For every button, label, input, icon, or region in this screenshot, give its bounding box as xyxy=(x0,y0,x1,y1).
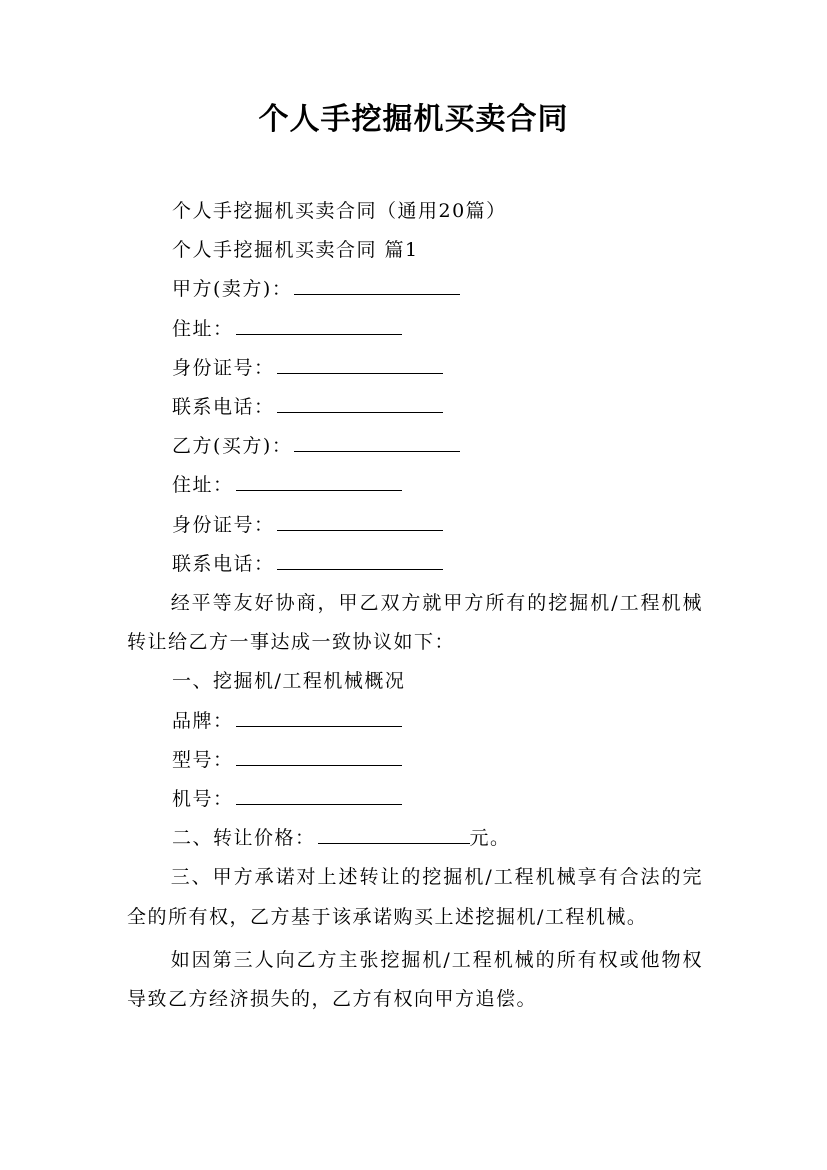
party-a-address-line xyxy=(127,310,703,349)
party-b-address-blank xyxy=(236,489,402,491)
price-blank xyxy=(318,842,470,844)
document-title: 个人手挖掘机买卖合同 xyxy=(258,102,569,137)
party-a-phone-blank xyxy=(277,411,443,413)
section-3-paragraph: 三、甲方承诺对上述转让的挖掘机/工程机械享有合法的完全的所有权，乙方基于该承诺购买上述挖掘机/工程机械。 xyxy=(127,866,703,928)
section-3-followup-paragraph: 如因第三人向乙方主张挖掘机/工程机械的所有权或他物权导致乙方经济损失的，乙方有权向甲方追偿。 xyxy=(127,948,703,1011)
document-subtitle: 个人手挖掘机买卖合同（通用20篇） xyxy=(172,200,507,222)
party-b-phone-line xyxy=(127,545,703,584)
chapter-heading: 个人手挖掘机买卖合同 篇1 xyxy=(172,239,419,262)
party-a-label: 甲方(卖方)： xyxy=(172,278,293,301)
party-b-phone-blank xyxy=(277,568,443,570)
party-b-address-line xyxy=(127,466,703,505)
party-a-blank xyxy=(294,293,460,295)
intro-paragraph: 经平等友好协商，甲乙双方就甲方所有的挖掘机/工程机械转让给乙方一事达成一致协议如下： xyxy=(127,592,703,654)
party-a-address-blank xyxy=(236,333,402,335)
party-b-blank xyxy=(294,450,460,452)
model-blank xyxy=(236,764,402,766)
brand-line xyxy=(127,702,703,741)
document-body xyxy=(127,192,703,1019)
party-a-phone-line xyxy=(127,388,703,427)
serial-line xyxy=(127,780,703,819)
model-label: 型号： xyxy=(172,748,234,771)
party-b-id-label: 身份证号： xyxy=(172,513,275,536)
party-b-id-line xyxy=(127,506,703,545)
price-suffix: 元。 xyxy=(469,827,511,850)
serial-label: 机号： xyxy=(172,788,234,811)
brand-label: 品牌： xyxy=(172,709,234,732)
price-label: 二、转让价格： xyxy=(172,827,316,850)
party-a-id-line xyxy=(127,349,703,388)
party-a-address-label: 住址： xyxy=(172,317,234,340)
price-line xyxy=(127,819,703,858)
party-b-address-label: 住址： xyxy=(172,474,234,497)
serial-blank xyxy=(236,803,402,805)
section-1-heading: 一、挖掘机/工程机械概况 xyxy=(172,670,406,693)
party-b-id-blank xyxy=(277,529,443,531)
party-a-phone-label: 联系电话： xyxy=(172,396,275,419)
party-b-label: 乙方(买方)： xyxy=(172,435,293,458)
party-b-phone-label: 联系电话： xyxy=(172,552,275,575)
party-a-id-label: 身份证号： xyxy=(172,356,275,379)
party-a-id-blank xyxy=(277,372,443,374)
party-b-line xyxy=(127,427,703,466)
brand-blank xyxy=(236,725,402,727)
party-a-line xyxy=(127,270,703,309)
model-line xyxy=(127,741,703,780)
